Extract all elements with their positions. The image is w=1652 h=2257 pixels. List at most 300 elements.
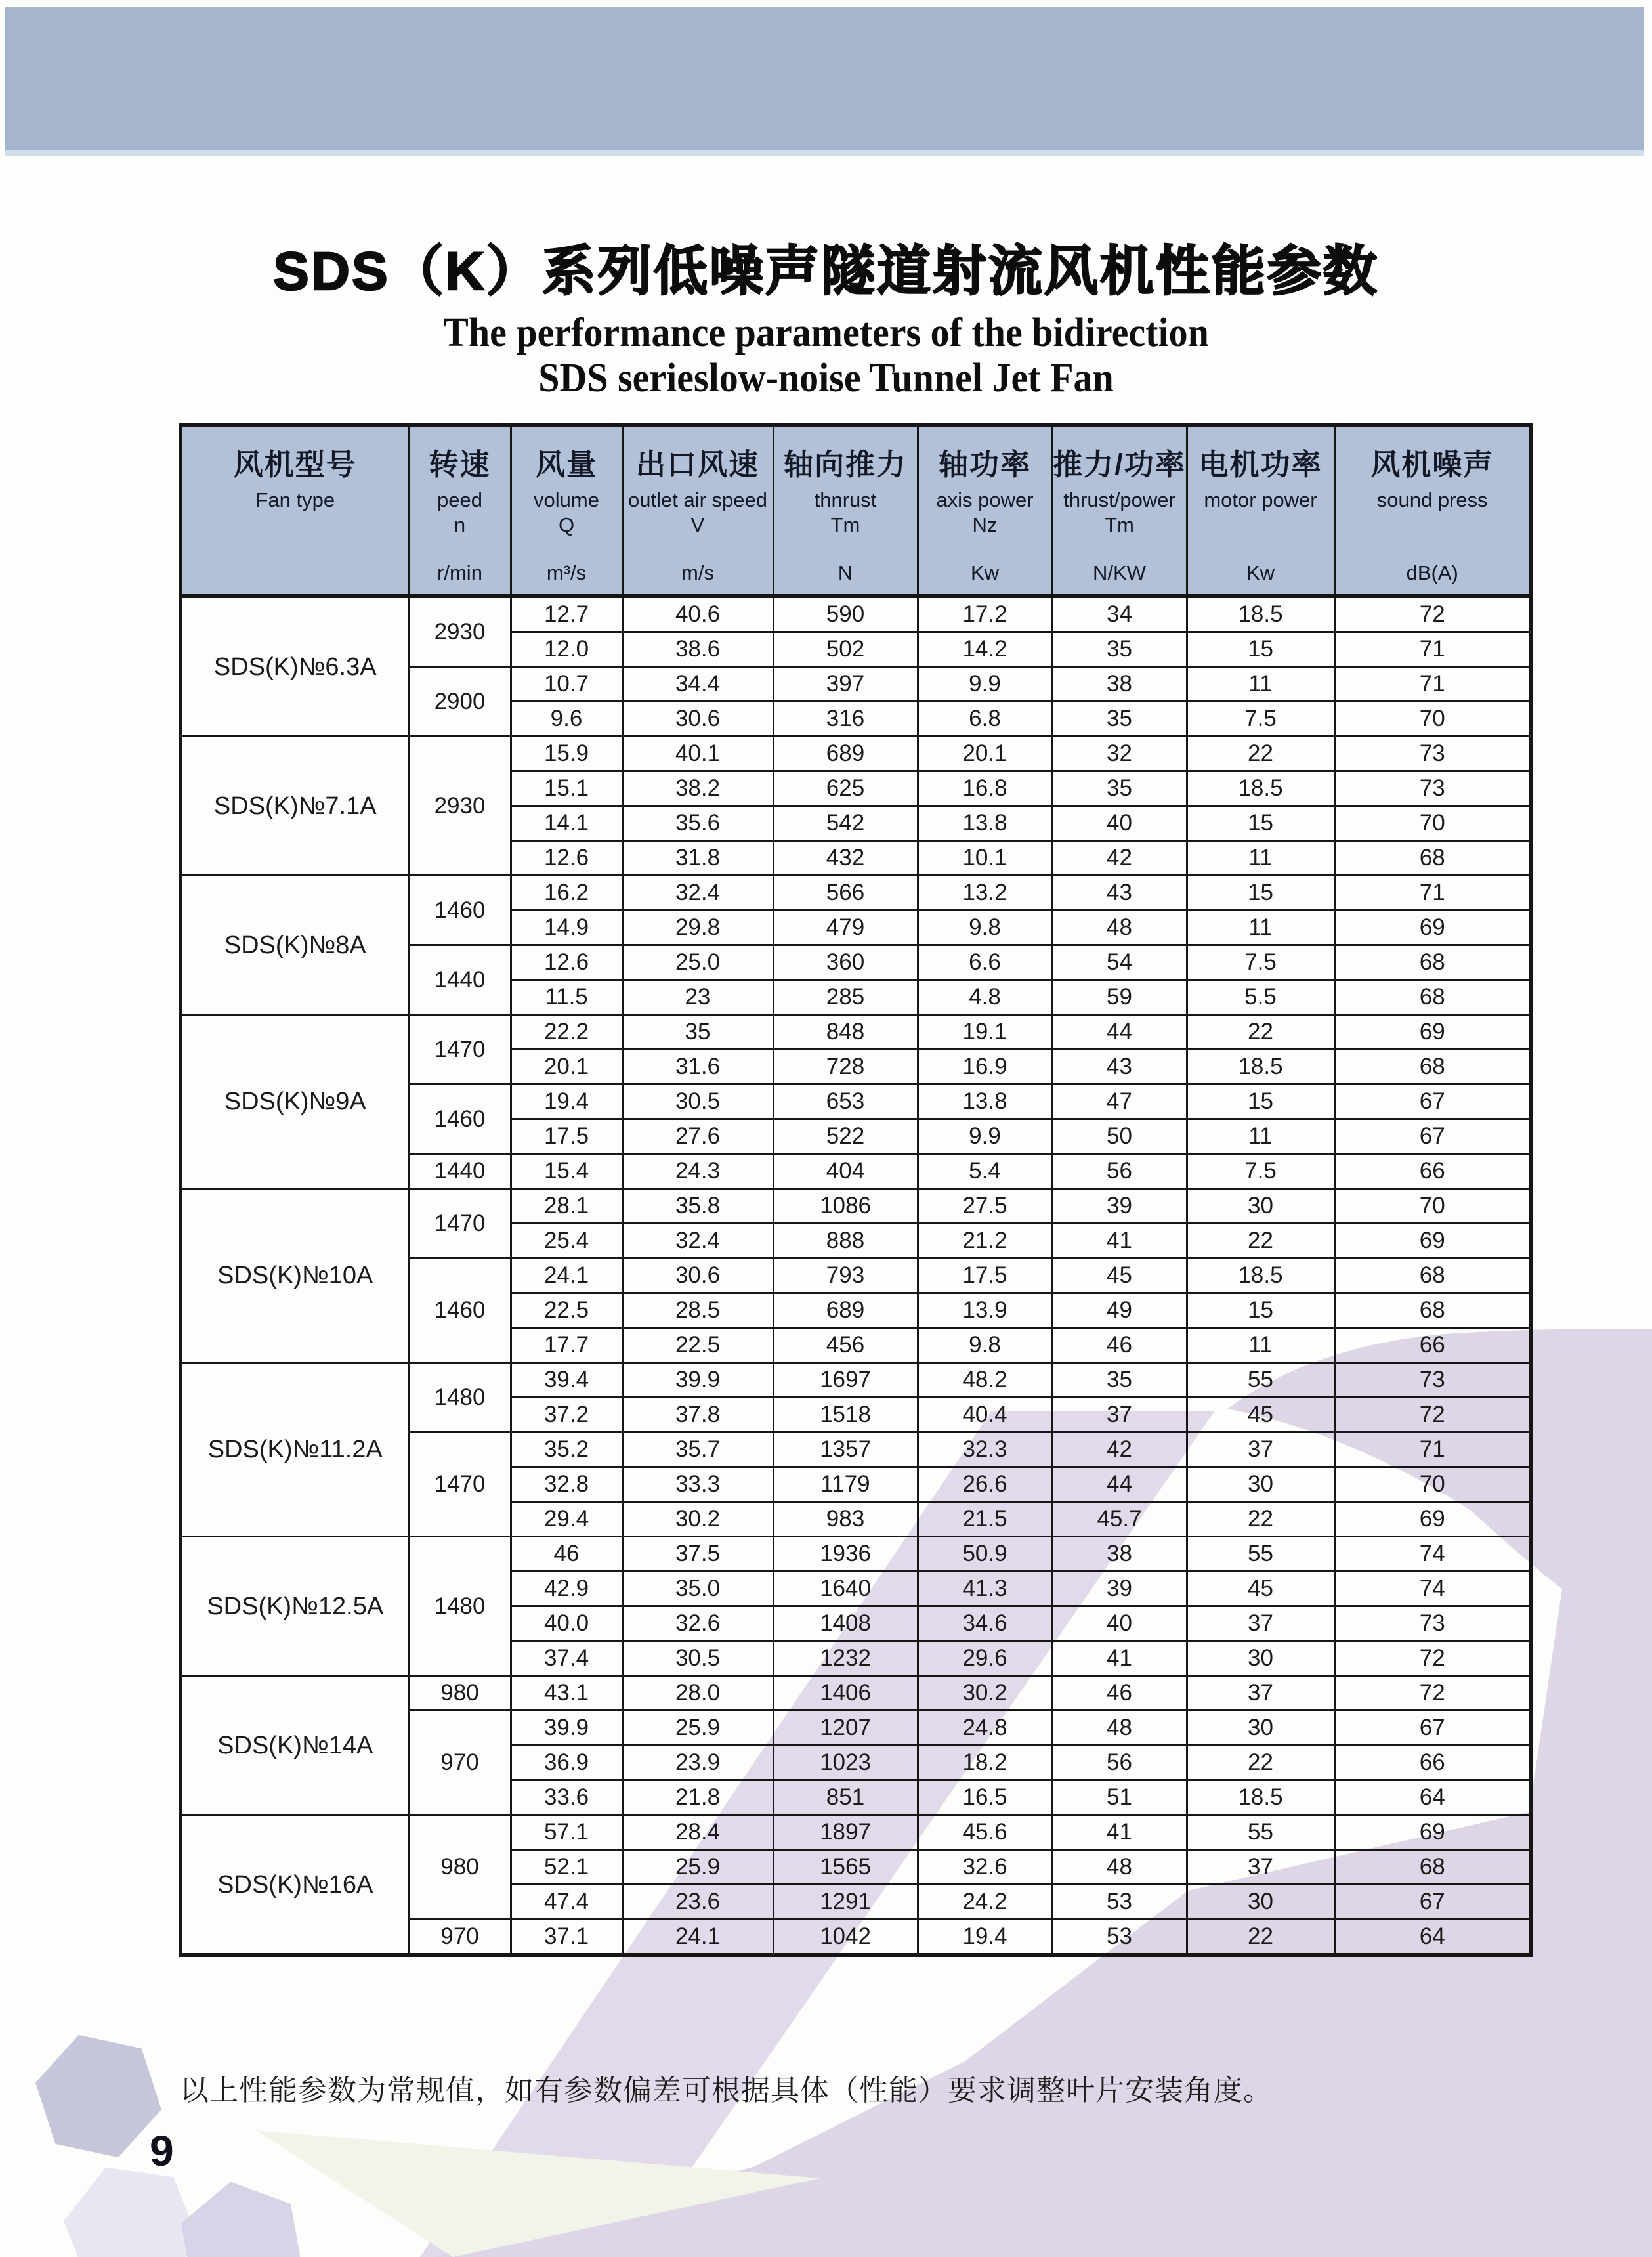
speed-cell: 1480 <box>409 1537 511 1676</box>
decorative-hexagon-light <box>64 2168 199 2257</box>
value-cell: 73 <box>1334 1363 1531 1398</box>
value-cell: 30 <box>1187 1711 1334 1746</box>
value-cell: 37 <box>1187 1676 1334 1711</box>
value-cell: 12.6 <box>511 945 622 980</box>
value-cell: 13.8 <box>918 1085 1052 1119</box>
value-cell: 23 <box>622 980 773 1015</box>
value-cell: 42.9 <box>511 1572 622 1606</box>
header-row <box>180 425 1531 596</box>
column-header-8 <box>1187 425 1334 596</box>
value-cell: 35 <box>1052 702 1187 737</box>
value-cell: 16.9 <box>918 1050 1052 1085</box>
value-cell: 72 <box>1334 1641 1531 1676</box>
fan-model-cell: SDS(K)№7.1A <box>180 737 409 876</box>
value-cell: 22 <box>1187 1015 1334 1050</box>
value-cell: 502 <box>773 632 918 667</box>
value-cell: 28.5 <box>622 1293 773 1328</box>
value-cell: 46 <box>1052 1328 1187 1363</box>
value-cell: 32.8 <box>511 1467 622 1502</box>
value-cell: 983 <box>773 1502 918 1537</box>
value-cell: 35.2 <box>511 1432 622 1467</box>
column-label-zh: 轴向推力 <box>783 448 907 481</box>
value-cell: 22.2 <box>511 1015 622 1050</box>
value-cell: 69 <box>1334 1502 1531 1537</box>
value-cell: 67 <box>1334 1711 1531 1746</box>
value-cell: 20.1 <box>511 1050 622 1085</box>
value-cell: 17.5 <box>918 1258 1052 1293</box>
value-cell: 30.5 <box>622 1085 773 1119</box>
value-cell: 25.4 <box>511 1224 622 1258</box>
value-cell: 40.1 <box>622 737 773 771</box>
page-title-english-line2: SDS serieslow-noise Tunnel Jet Fan <box>538 355 1114 401</box>
value-cell: 55 <box>1187 1537 1334 1572</box>
value-cell: 404 <box>773 1154 918 1189</box>
column-unit: m³/s <box>546 561 587 584</box>
column-symbol: Q <box>558 513 575 536</box>
value-cell: 1023 <box>773 1746 918 1780</box>
value-cell: 9.9 <box>918 1119 1052 1154</box>
fan-model-cell: SDS(K)№16A <box>180 1815 409 1956</box>
value-cell: 625 <box>773 771 918 806</box>
table-row <box>180 1537 1531 1572</box>
value-cell: 22 <box>1187 1920 1334 1956</box>
value-cell: 848 <box>773 1015 918 1050</box>
value-cell: 70 <box>1334 1189 1531 1224</box>
value-cell: 40.6 <box>622 596 773 632</box>
fan-model-cell: SDS(K)№6.3A <box>180 596 409 737</box>
value-cell: 11 <box>1187 841 1334 876</box>
value-cell: 1640 <box>773 1572 918 1606</box>
column-label-en: peed <box>437 488 482 511</box>
value-cell: 69 <box>1334 1015 1531 1050</box>
value-cell: 40 <box>1052 806 1187 841</box>
value-cell: 37.8 <box>622 1398 773 1432</box>
value-cell: 69 <box>1334 1224 1531 1258</box>
value-cell: 22 <box>1187 1746 1334 1780</box>
value-cell: 728 <box>773 1050 918 1085</box>
value-cell: 72 <box>1334 596 1531 632</box>
decorative-hexagon-dark <box>35 2035 161 2157</box>
column-label-en: sound press <box>1376 488 1488 511</box>
value-cell: 18.5 <box>1187 596 1334 632</box>
value-cell: 11.5 <box>511 980 622 1015</box>
value-cell: 1179 <box>773 1467 918 1502</box>
value-cell: 4.8 <box>918 980 1052 1015</box>
value-cell: 67 <box>1334 1085 1531 1119</box>
footnote: 以上性能参数为常规值，如有参数偏差可根据具体（性能）要求调整叶片安装角度。 <box>180 2074 1273 2107</box>
value-cell: 37 <box>1187 1850 1334 1885</box>
value-cell: 30.5 <box>622 1641 773 1676</box>
value-cell: 37 <box>1052 1398 1187 1432</box>
value-cell: 39 <box>1052 1572 1187 1606</box>
value-cell: 48 <box>1052 1850 1187 1885</box>
value-cell: 22 <box>1187 1502 1334 1537</box>
value-cell: 30 <box>1187 1641 1334 1676</box>
table-row <box>180 1189 1531 1224</box>
value-cell: 35 <box>1052 771 1187 806</box>
value-cell: 41.3 <box>918 1572 1052 1606</box>
value-cell: 68 <box>1334 980 1531 1015</box>
value-cell: 43 <box>1052 876 1187 911</box>
value-cell: 37.1 <box>511 1920 622 1956</box>
value-cell: 5.4 <box>918 1154 1052 1189</box>
speed-cell: 970 <box>409 1920 511 1956</box>
value-cell: 37 <box>1187 1606 1334 1641</box>
value-cell: 66 <box>1334 1746 1531 1780</box>
value-cell: 28.4 <box>622 1815 773 1850</box>
value-cell: 57.1 <box>511 1815 622 1850</box>
value-cell: 25.0 <box>622 945 773 980</box>
value-cell: 29.8 <box>622 911 773 945</box>
value-cell: 72 <box>1334 1676 1531 1711</box>
value-cell: 55 <box>1187 1815 1334 1850</box>
value-cell: 316 <box>773 702 918 737</box>
value-cell: 6.6 <box>918 945 1052 980</box>
page-title-english-line1: The performance parameters of the bidirection <box>443 309 1209 356</box>
value-cell: 37.2 <box>511 1398 622 1432</box>
value-cell: 71 <box>1334 1432 1531 1467</box>
value-cell: 25.9 <box>622 1850 773 1885</box>
value-cell: 397 <box>773 667 918 702</box>
value-cell: 35 <box>1052 632 1187 667</box>
value-cell: 35.7 <box>622 1432 773 1467</box>
value-cell: 42 <box>1052 1432 1187 1467</box>
column-unit: r/min <box>437 561 482 584</box>
value-cell: 16.2 <box>511 876 622 911</box>
value-cell: 35.6 <box>622 806 773 841</box>
value-cell: 41 <box>1052 1224 1187 1258</box>
value-cell: 69 <box>1334 1815 1531 1850</box>
value-cell: 9.8 <box>918 911 1052 945</box>
value-cell: 32.4 <box>622 1224 773 1258</box>
fan-model-cell: SDS(K)№12.5A <box>180 1537 409 1676</box>
fan-model-cell: SDS(K)№11.2A <box>180 1363 409 1537</box>
value-cell: 37.5 <box>622 1537 773 1572</box>
value-cell: 15 <box>1187 1085 1334 1119</box>
value-cell: 1291 <box>773 1885 918 1920</box>
value-cell: 32.6 <box>622 1606 773 1641</box>
table-row <box>180 1015 1531 1050</box>
column-label-zh: 电机功率 <box>1198 448 1323 481</box>
value-cell: 1697 <box>773 1363 918 1398</box>
value-cell: 23.9 <box>622 1746 773 1780</box>
value-cell: 31.8 <box>622 841 773 876</box>
value-cell: 1897 <box>773 1815 918 1850</box>
value-cell: 71 <box>1334 632 1531 667</box>
value-cell: 1357 <box>773 1432 918 1467</box>
value-cell: 43.1 <box>511 1676 622 1711</box>
column-label-en: Fan type <box>255 488 335 511</box>
value-cell: 14.2 <box>918 632 1052 667</box>
value-cell: 71 <box>1334 667 1531 702</box>
value-cell: 15.9 <box>511 737 622 771</box>
value-cell: 32.4 <box>622 876 773 911</box>
value-cell: 49 <box>1052 1293 1187 1328</box>
value-cell: 1936 <box>773 1537 918 1572</box>
value-cell: 542 <box>773 806 918 841</box>
value-cell: 11 <box>1187 911 1334 945</box>
value-cell: 35 <box>1052 1363 1187 1398</box>
top-banner <box>5 7 1644 150</box>
value-cell: 59 <box>1052 980 1187 1015</box>
value-cell: 24.2 <box>918 1885 1052 1920</box>
speed-cell: 2930 <box>409 596 511 667</box>
speed-cell: 1440 <box>409 945 511 1015</box>
speed-cell: 970 <box>409 1711 511 1815</box>
value-cell: 27.5 <box>918 1189 1052 1224</box>
fan-model-cell: SDS(K)№10A <box>180 1189 409 1363</box>
value-cell: 13.9 <box>918 1293 1052 1328</box>
value-cell: 45 <box>1052 1258 1187 1293</box>
value-cell: 19.4 <box>511 1085 622 1119</box>
column-unit: Kw <box>1246 561 1275 584</box>
value-cell: 45.7 <box>1052 1502 1187 1537</box>
value-cell: 15.1 <box>511 771 622 806</box>
value-cell: 17.2 <box>918 596 1052 632</box>
page-title-english <box>0 310 1652 400</box>
column-unit: N/KW <box>1093 561 1146 584</box>
value-cell: 48.2 <box>918 1363 1052 1398</box>
value-cell: 46 <box>1052 1676 1187 1711</box>
column-header-5 <box>773 425 918 596</box>
speed-cell: 1470 <box>409 1432 511 1537</box>
table-row <box>180 596 1531 632</box>
value-cell: 9.8 <box>918 1328 1052 1363</box>
value-cell: 18.5 <box>1187 1050 1334 1085</box>
column-label-zh: 转速 <box>429 448 491 481</box>
value-cell: 42 <box>1052 841 1187 876</box>
value-cell: 72 <box>1334 1398 1531 1432</box>
speed-cell: 2930 <box>409 737 511 876</box>
speed-cell: 1440 <box>409 1154 511 1189</box>
value-cell: 15 <box>1187 1293 1334 1328</box>
value-cell: 56 <box>1052 1154 1187 1189</box>
column-header-4 <box>622 425 773 596</box>
speed-cell: 980 <box>409 1676 511 1711</box>
value-cell: 53 <box>1052 1920 1187 1956</box>
value-cell: 22 <box>1187 1224 1334 1258</box>
value-cell: 68 <box>1334 1258 1531 1293</box>
value-cell: 73 <box>1334 771 1531 806</box>
value-cell: 35.8 <box>622 1189 773 1224</box>
value-cell: 30.2 <box>622 1502 773 1537</box>
value-cell: 31.6 <box>622 1050 773 1085</box>
value-cell: 34 <box>1052 596 1187 632</box>
value-cell: 41 <box>1052 1641 1187 1676</box>
value-cell: 22.5 <box>622 1328 773 1363</box>
value-cell: 39.9 <box>622 1363 773 1398</box>
column-symbol: n <box>454 513 466 536</box>
table-row <box>180 737 1531 771</box>
value-cell: 21.2 <box>918 1224 1052 1258</box>
value-cell: 32 <box>1052 737 1187 771</box>
value-cell: 888 <box>773 1224 918 1258</box>
value-cell: 23.6 <box>622 1885 773 1920</box>
value-cell: 54 <box>1052 945 1187 980</box>
value-cell: 9.6 <box>511 702 622 737</box>
fan-model-cell: SDS(K)№9A <box>180 1015 409 1189</box>
value-cell: 13.8 <box>918 806 1052 841</box>
column-label-zh: 出口风速 <box>635 448 759 481</box>
value-cell: 32.3 <box>918 1432 1052 1467</box>
column-label-zh: 轴功率 <box>938 448 1031 481</box>
speed-cell: 980 <box>409 1815 511 1920</box>
value-cell: 21.5 <box>918 1502 1052 1537</box>
value-cell: 17.5 <box>511 1119 622 1154</box>
value-cell: 11 <box>1187 1119 1334 1154</box>
value-cell: 38.6 <box>622 632 773 667</box>
value-cell: 1042 <box>773 1920 918 1956</box>
speed-cell: 1460 <box>409 1085 511 1154</box>
value-cell: 53 <box>1052 1885 1187 1920</box>
value-cell: 40.4 <box>918 1398 1052 1432</box>
column-label-zh: 风机噪声 <box>1370 448 1494 481</box>
value-cell: 24.8 <box>918 1711 1052 1746</box>
value-cell: 68 <box>1334 841 1531 876</box>
value-cell: 1207 <box>773 1711 918 1746</box>
value-cell: 12.0 <box>511 632 622 667</box>
speed-cell: 1480 <box>409 1363 511 1432</box>
value-cell: 17.7 <box>511 1328 622 1363</box>
value-cell: 11 <box>1187 667 1334 702</box>
value-cell: 15 <box>1187 876 1334 911</box>
column-header-7 <box>1052 425 1187 596</box>
value-cell: 38 <box>1052 667 1187 702</box>
value-cell: 47 <box>1052 1085 1187 1119</box>
value-cell: 39.4 <box>511 1363 622 1398</box>
value-cell: 30 <box>1187 1885 1334 1920</box>
speed-cell: 1470 <box>409 1189 511 1258</box>
column-label-en: thnrust <box>814 488 877 511</box>
value-cell: 43 <box>1052 1050 1187 1085</box>
page-number: 9 <box>150 2126 174 2175</box>
value-cell: 1408 <box>773 1606 918 1641</box>
value-cell: 66 <box>1334 1328 1531 1363</box>
column-header-1 <box>180 425 409 596</box>
column-symbol: Nz <box>972 513 998 536</box>
value-cell: 19.4 <box>918 1920 1052 1956</box>
value-cell: 29.4 <box>511 1502 622 1537</box>
value-cell: 32.6 <box>918 1850 1052 1885</box>
value-cell: 24.3 <box>622 1154 773 1189</box>
value-cell: 35.0 <box>622 1572 773 1606</box>
column-unit: Kw <box>970 561 1000 584</box>
value-cell: 653 <box>773 1085 918 1119</box>
value-cell: 5.5 <box>1187 980 1334 1015</box>
value-cell: 24.1 <box>511 1258 622 1293</box>
value-cell: 41 <box>1052 1815 1187 1850</box>
table-row <box>180 1815 1531 1850</box>
performance-table <box>179 423 1533 1957</box>
column-symbol: Tm <box>1105 513 1134 536</box>
value-cell: 7.5 <box>1187 1154 1334 1189</box>
value-cell: 30.6 <box>622 702 773 737</box>
fan-model-cell: SDS(K)№8A <box>180 876 409 1015</box>
value-cell: 46 <box>511 1537 622 1572</box>
value-cell: 74 <box>1334 1572 1531 1606</box>
value-cell: 19.1 <box>918 1015 1052 1050</box>
value-cell: 1518 <box>773 1398 918 1432</box>
value-cell: 18.5 <box>1187 771 1334 806</box>
value-cell: 20.1 <box>918 737 1052 771</box>
value-cell: 18.5 <box>1187 1780 1334 1815</box>
value-cell: 73 <box>1334 737 1531 771</box>
value-cell: 14.9 <box>511 911 622 945</box>
table-row <box>180 1676 1531 1711</box>
value-cell: 51 <box>1052 1780 1187 1815</box>
value-cell: 1086 <box>773 1189 918 1224</box>
value-cell: 11 <box>1187 1328 1334 1363</box>
value-cell: 15 <box>1187 806 1334 841</box>
value-cell: 38.2 <box>622 771 773 806</box>
value-cell: 851 <box>773 1780 918 1815</box>
column-header-6 <box>918 425 1052 596</box>
value-cell: 522 <box>773 1119 918 1154</box>
value-cell: 66 <box>1334 1154 1531 1189</box>
value-cell: 56 <box>1052 1746 1187 1780</box>
value-cell: 793 <box>773 1258 918 1293</box>
value-cell: 30 <box>1187 1467 1334 1502</box>
value-cell: 33.3 <box>622 1467 773 1502</box>
value-cell: 50.9 <box>918 1537 1052 1572</box>
value-cell: 22 <box>1187 737 1334 771</box>
page-title-chinese: SDS（K）系列低噪声隧道射流风机性能参数 <box>273 242 1379 301</box>
speed-cell: 2900 <box>409 667 511 737</box>
value-cell: 30 <box>1187 1189 1334 1224</box>
value-cell: 64 <box>1334 1780 1531 1815</box>
decorative-hexagon-mid <box>181 2182 302 2257</box>
column-label-zh: 风机型号 <box>233 448 357 481</box>
value-cell: 7.5 <box>1187 945 1334 980</box>
value-cell: 12.6 <box>511 841 622 876</box>
value-cell: 70 <box>1334 1467 1531 1502</box>
speed-cell: 1460 <box>409 876 511 945</box>
value-cell: 40 <box>1052 1606 1187 1641</box>
speed-cell: 1470 <box>409 1015 511 1085</box>
value-cell: 37 <box>1187 1432 1334 1467</box>
value-cell: 33.6 <box>511 1780 622 1815</box>
value-cell: 48 <box>1052 911 1187 945</box>
value-cell: 34.6 <box>918 1606 1052 1641</box>
value-cell: 48 <box>1052 1711 1187 1746</box>
value-cell: 30.6 <box>622 1258 773 1293</box>
value-cell: 55 <box>1187 1363 1334 1398</box>
value-cell: 26.6 <box>918 1467 1052 1502</box>
value-cell: 25.9 <box>622 1711 773 1746</box>
value-cell: 18.2 <box>918 1746 1052 1780</box>
value-cell: 16.8 <box>918 771 1052 806</box>
column-symbol: Tm <box>830 513 860 536</box>
value-cell: 1406 <box>773 1676 918 1711</box>
value-cell: 73 <box>1334 1606 1531 1641</box>
value-cell: 68 <box>1334 1293 1531 1328</box>
value-cell: 30.2 <box>918 1676 1052 1711</box>
value-cell: 16.5 <box>918 1780 1052 1815</box>
speed-cell: 1460 <box>409 1258 511 1363</box>
top-banner-strip <box>5 150 1644 156</box>
value-cell: 14.1 <box>511 806 622 841</box>
value-cell: 44 <box>1052 1015 1187 1050</box>
column-header-9 <box>1334 425 1531 596</box>
fan-model-cell: SDS(K)№14A <box>180 1676 409 1815</box>
value-cell: 69 <box>1334 911 1531 945</box>
value-cell: 15.4 <box>511 1154 622 1189</box>
value-cell: 68 <box>1334 1850 1531 1885</box>
value-cell: 35 <box>622 1015 773 1050</box>
value-cell: 689 <box>773 1293 918 1328</box>
value-cell: 52.1 <box>511 1850 622 1885</box>
column-unit: dB(A) <box>1406 561 1458 584</box>
